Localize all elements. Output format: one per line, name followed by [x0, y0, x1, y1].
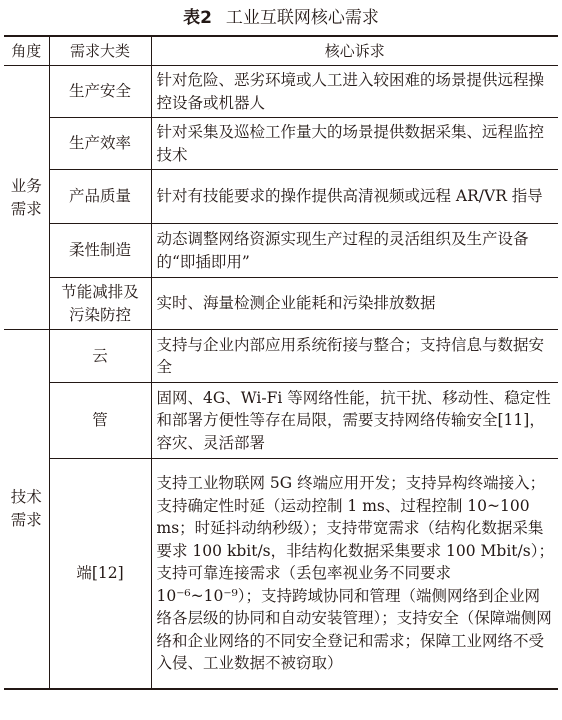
- claim-cell: 支持与企业内部应用系统衔接与整合；支持信息与数据安全: [151, 330, 558, 383]
- group-business-label: 业务 需求: [10, 177, 42, 218]
- header-category: 需求大类: [49, 36, 151, 66]
- core-requirements-table: [4, 35, 558, 690]
- category-label: 节能减排及 污染防控: [61, 283, 139, 324]
- table-row: [4, 278, 558, 330]
- table-number: 表2: [183, 8, 212, 28]
- claim-cell: 支持工业物联网 5G 终端应用开发；支持异构终端接入；支持确定性时延（运动控制 1 ms、过程控制 10~100 ms；时延抖动纳秒级）；支持带宽需求（结构化数据采集要求 100 kbit/s，非结构化数据采集要求 100 Mbit/s）；支持可靠连接需求（丢包率视业务不同要求 10⁻⁶~10⁻⁹）；支持跨域协同和管理（端侧网络到企业网络各层级的协同和自动安装管理）；支持安全（保障端侧网络和企业网络的不同安全登记和需求；保障工业网络不受入侵、工业数据不被窃取）: [151, 459, 558, 689]
- table-title: 工业互联网核心需求: [225, 8, 379, 28]
- category-cell: 云: [49, 330, 151, 383]
- category-cell: 管: [49, 383, 151, 459]
- table-row: [4, 118, 558, 170]
- group-technical: [4, 330, 49, 689]
- table-row: [4, 459, 558, 689]
- category-cell: 产品质量: [49, 170, 151, 224]
- category-cell: 生产安全: [49, 66, 151, 118]
- claim-cell: 针对采集及巡检工作量大的场景提供数据采集、远程监控技术: [151, 118, 558, 170]
- claim-cell: 实时、海量检测企业能耗和污染排放数据: [151, 278, 558, 330]
- claim-cell: 针对危险、恶劣环境或人工进入较困难的场景提供远程操控设备或机器人: [151, 66, 558, 118]
- claim-cell: 固网、4G、Wi-Fi 等网络性能，抗干扰、移动性、稳定性和部署方便性等存在局限，需要支持网络传输安全[11]，容灾、灵活部署: [151, 383, 558, 459]
- category-cell: 柔性制造: [49, 224, 151, 278]
- table-row: [4, 66, 558, 118]
- category-cell: [49, 278, 151, 330]
- table-caption: [0, 6, 562, 30]
- group-business: [4, 66, 49, 330]
- category-cell: 端[12]: [49, 459, 151, 689]
- table-row: [4, 383, 558, 459]
- claim-cell: 针对有技能要求的操作提供高清视频或远程 AR/VR 指导: [151, 170, 558, 224]
- claim-cell: 动态调整网络资源实现生产过程的灵活组织及生产设备的“即插即用”: [151, 224, 558, 278]
- table-header-row: [4, 36, 558, 66]
- group-technical-label: 技术 需求: [10, 488, 42, 529]
- table-row: [4, 224, 558, 278]
- header-claim: 核心诉求: [151, 36, 558, 66]
- table-row: [4, 170, 558, 224]
- header-angle: 角度: [4, 36, 49, 66]
- category-cell: 生产效率: [49, 118, 151, 170]
- table-row: [4, 330, 558, 383]
